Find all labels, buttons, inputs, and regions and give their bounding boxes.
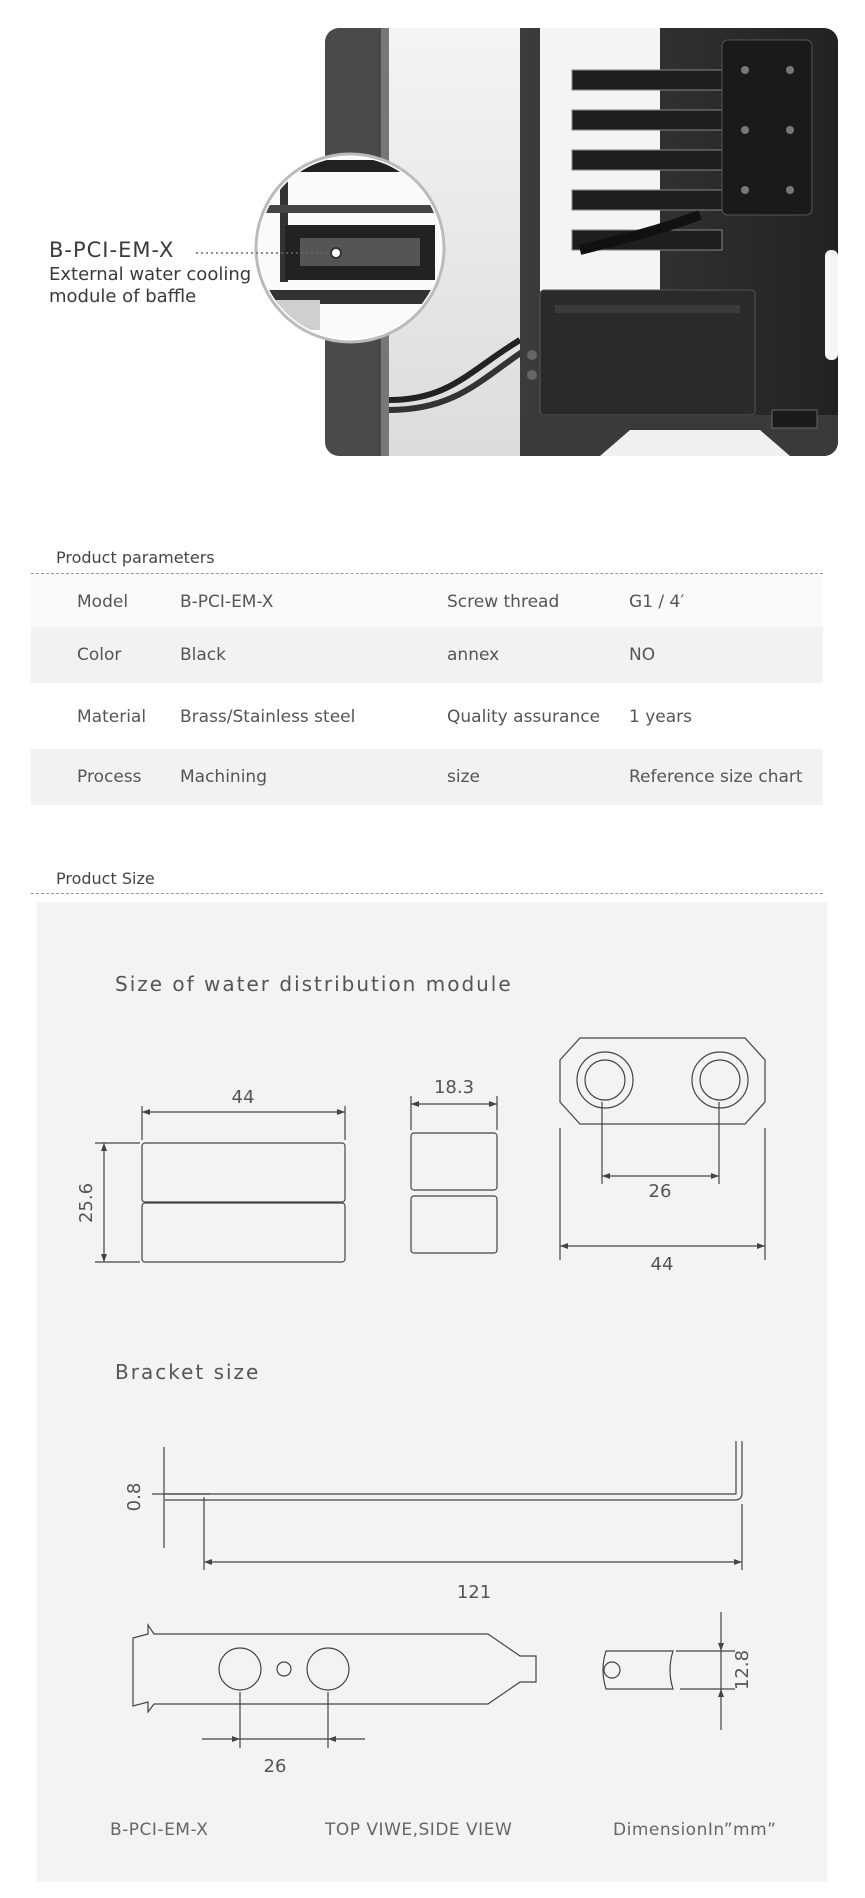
module-side-bottom-block (411, 1196, 497, 1253)
footer-model: B-PCI-EM-X (110, 1820, 209, 1840)
bracket-top-outline (133, 1625, 536, 1712)
param-label: Color (77, 645, 122, 665)
param-value: Black (180, 645, 226, 665)
dim-port-spacing: 26 (648, 1181, 672, 1202)
param-value: Brass/Stainless steel (180, 707, 356, 727)
module-front-bottom-block (142, 1203, 345, 1262)
module-drawing-heading: Size of water distribution module (115, 972, 513, 996)
module-front-top-block (142, 1143, 345, 1202)
param-label: Model (77, 592, 129, 612)
param-value: Machining (180, 767, 267, 787)
dim-module-depth: 18.3 (433, 1077, 475, 1098)
module-side-top-block (411, 1133, 497, 1190)
callout-product-name: B-PCI-EM-X (49, 238, 175, 262)
param-label: Process (77, 767, 142, 787)
module-top-outline (560, 1038, 765, 1124)
callout-product-description: External water cooling module of baffle (49, 264, 252, 307)
param-label: Material (77, 707, 147, 727)
parameters-section-title: Product parameters (56, 548, 215, 567)
dim-bracket-end-height: 12.8 (732, 1649, 753, 1691)
param-value: Reference size chart (629, 767, 803, 787)
param-value: G1 / 4′ (629, 592, 685, 612)
param-value: 1 years (629, 707, 693, 727)
footer-views: TOP VIWE,SIDE VIEW (325, 1820, 513, 1840)
dim-bracket-thickness: 0.8 (124, 1482, 145, 1512)
dim-module-top-width: 44 (650, 1254, 674, 1275)
size-section-title: Product Size (56, 869, 155, 888)
footer-unit: DimensionIn”mm” (613, 1820, 777, 1840)
bracket-drawing-heading: Bracket size (115, 1360, 261, 1384)
param-label: Screw thread (447, 592, 560, 612)
dim-module-height: 25.6 (76, 1182, 97, 1224)
bracket-end-outline (603, 1651, 673, 1689)
dim-bracket-length: 121 (456, 1582, 492, 1603)
param-label: Quality assurance (447, 707, 601, 727)
dim-bracket-port-spacing: 26 (263, 1756, 287, 1777)
param-value: B-PCI-EM-X (180, 592, 274, 612)
dim-module-width: 44 (231, 1087, 255, 1108)
bracket-side-profile (165, 1441, 742, 1500)
param-value: NO (629, 645, 656, 665)
param-label: annex (447, 645, 500, 665)
param-label: size (447, 767, 480, 787)
